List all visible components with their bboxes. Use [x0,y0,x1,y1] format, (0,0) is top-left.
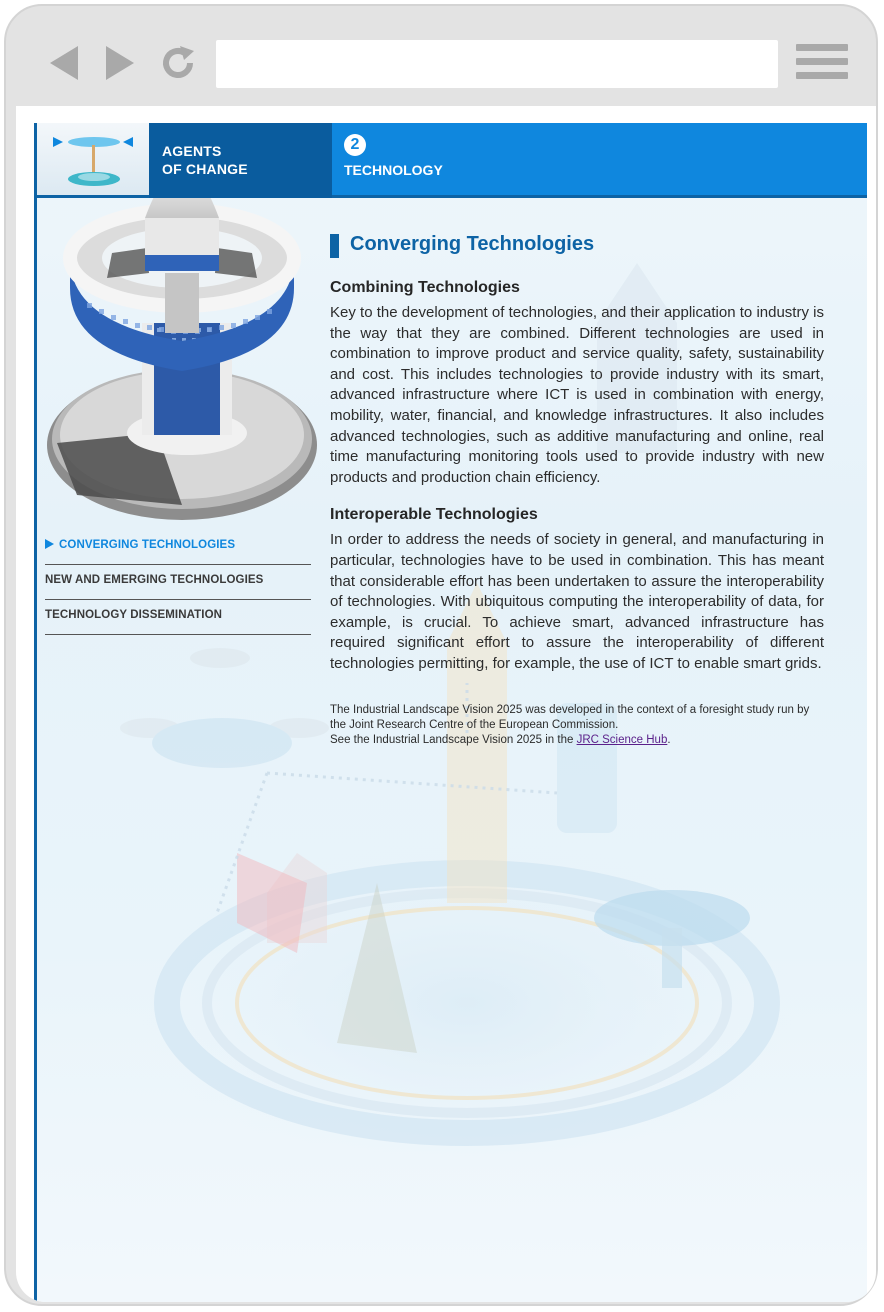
footnote [330,703,824,749]
browser-frame [4,4,878,1306]
step-number-badge: 2 [344,134,366,156]
footnote-line-2-suffix: . [667,734,671,747]
hamburger-menu-icon[interactable] [796,44,848,84]
section-nav [45,530,311,635]
address-bar[interactable] [216,40,778,88]
nav-item-converging-technologies[interactable] [45,530,311,565]
section-body-combining: Key to the development of technologies, and their application to industry is the way that they are combined. Different technologies are used in combination to improve product and service quality, safety, sustainability and cost. This includes technologies to provide industry with its smart, advanced infrastructure where ICT is used in combination with energy, mobility, water, financial, and knowledge infrastructures. It also includes advanced technologies, such as additive manufacturing and online, real time manufacturing monitoring tools used to provide industry with new products and production chain efficiency. [330,304,824,486]
footnote-line-1: The Industrial Landscape Vision 2025 was developed in the context of a foresight study run by the Joint Research Centre of the European Commission. [330,703,810,731]
title-accent-bar [330,234,339,258]
nav-item-label: CONVERGING TECHNOLOGIES [59,539,236,551]
site-logo[interactable] [37,123,149,195]
tab-agents-label: AGENTS OF CHANGE [162,143,248,177]
section-heading-interoperable: Interoperable Technologies [330,506,538,524]
site-header [37,123,867,198]
reload-icon[interactable] [160,45,196,81]
nav-item-new-and-emerging-technologies[interactable] [45,565,311,600]
tab-technology[interactable] [332,123,867,198]
play-arrow-icon [45,539,54,549]
footnote-line-2-prefix: See the Industrial Landscape Vision 2025 in the [330,734,577,747]
page-title: Converging Technologies [350,233,595,255]
section-heading-combining: Combining Technologies [330,279,520,296]
nav-item-technology-dissemination[interactable] [45,600,311,635]
tab-agents-of-change[interactable] [149,123,332,198]
nav-item-label: TECHNOLOGY DISSEMINATION [45,609,223,621]
tab-technology-label: TECHNOLOGY [344,162,443,178]
page [34,123,867,1302]
nav-item-label: NEW AND EMERGING TECHNOLOGIES [45,574,264,586]
browser-viewport [16,106,876,1302]
forward-arrow-icon[interactable] [106,46,134,80]
page-title-block [330,233,824,263]
main-content [330,233,824,749]
tower-logo-icon [37,123,149,195]
back-arrow-icon[interactable] [50,46,78,80]
jrc-science-hub-link[interactable]: JRC Science Hub [576,734,668,747]
footnote-line-2 [330,733,824,748]
section-body-interoperable: In order to address the needs of society in general, and manufacturing in particular, technologies have to be used in combination. This has meant that considerable effort has been undertaken to assure the interoperability of technologies. With ubiquitous computing the interoperability of data, for example, is crucial. To achieve smart, advanced infrastructure has required significant effort to assure the interoperability of different technologies permitting, for example, the use of ICT to enable smart grids. [330,531,824,672]
